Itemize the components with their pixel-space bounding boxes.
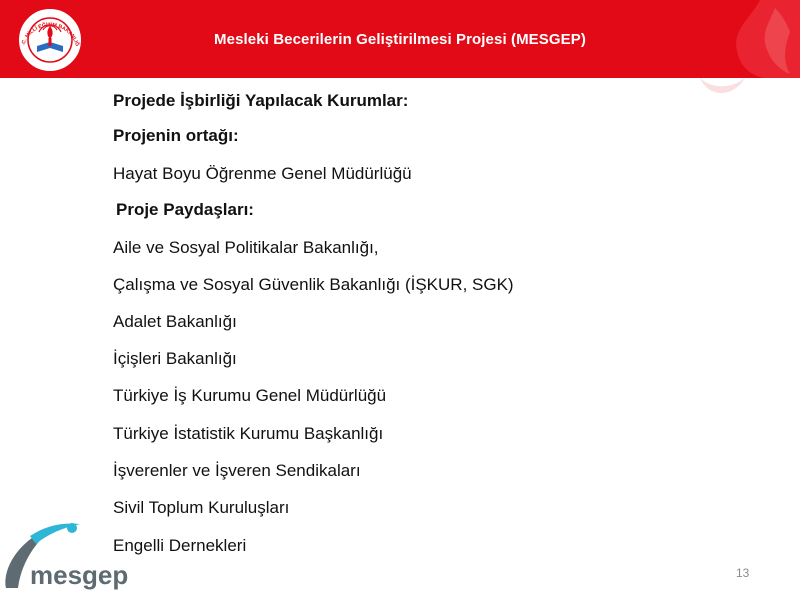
page-title: Mesleki Becerilerin Geliştirilmesi Projesi (MESGEP) [214,31,586,48]
seal-text: .C. MİLLÎ EĞİTİM BAKANLIĞ [20,22,81,48]
mesgep-logo [0,518,160,593]
stakeholder-item: Engelli Dernekleri [113,536,247,555]
content-heading: Projede İşbirliği Yapılacak Kurumlar: [113,91,409,110]
stakeholder-item: İçişleri Bakanlığı [113,349,237,368]
stakeholder-item: Sivil Toplum Kuruluşları [113,498,290,517]
stakeholder-item: Türkiye İş Kurumu Genel Müdürlüğü [113,386,387,405]
partner-item: Hayat Boyu Öğrenme Genel Müdürlüğü [113,164,412,183]
partner-heading: Projenin ortağı: [113,126,239,145]
stakeholder-item: Adalet Bakanlığı [113,312,237,331]
stakeholder-item: Türkiye İstatistik Kurumu Başkanlığı [113,424,384,443]
stakeholders-heading: Proje Paydaşları: [116,200,254,219]
mesgep-logo-text: mesgep [30,560,129,590]
stakeholder-item: Aile ve Sosyal Politikalar Bakanlığı, [113,238,379,257]
stakeholder-item: Çalışma ve Sosyal Güvenlik Bakanlığı (İŞKUR, SGK) [113,275,514,294]
stakeholder-item: İşverenler ve İşveren Sendikaları [113,461,361,480]
page-number: 13 [736,566,750,580]
